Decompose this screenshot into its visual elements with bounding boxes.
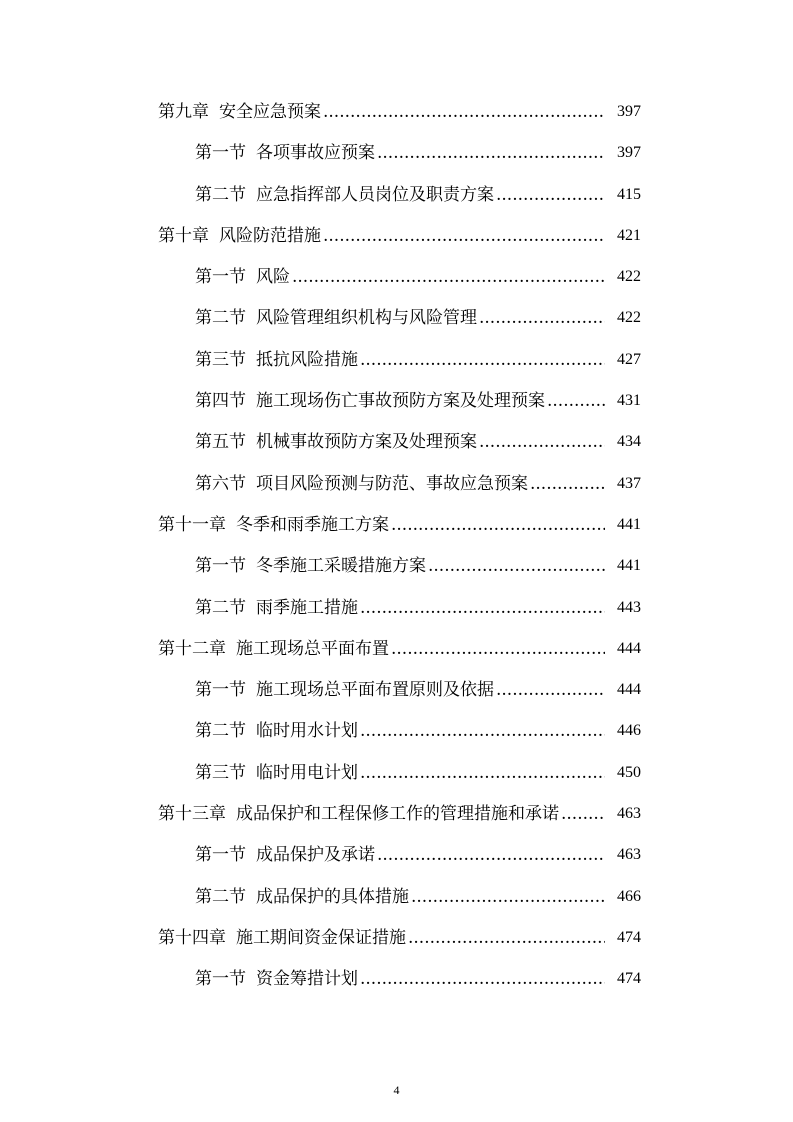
toc-section-entry[interactable] xyxy=(0,588,793,629)
toc-entry-number: 第一节 xyxy=(195,267,246,288)
toc-entry-title: 项目风险预测与防范、事故应急预案 xyxy=(256,473,528,494)
toc-section-entry[interactable] xyxy=(0,877,793,918)
toc-entry-label xyxy=(195,266,641,288)
toc-entry-label xyxy=(195,307,641,329)
toc-entry-title: 安全应急预案 xyxy=(219,102,321,122)
toc-entry-label xyxy=(158,927,641,949)
toc-entry-number: 第三节 xyxy=(195,762,246,783)
toc-entry-page: 466 xyxy=(617,887,641,905)
toc-entry-page: 427 xyxy=(617,350,641,368)
toc-entry-label xyxy=(195,390,641,412)
toc-section-entry[interactable] xyxy=(0,546,793,587)
toc-entry-label xyxy=(195,968,641,990)
toc-entry-number: 第十四章 xyxy=(158,927,226,948)
toc-entry-label xyxy=(158,101,641,123)
toc-section-entry[interactable] xyxy=(0,340,793,381)
toc-leader-dots xyxy=(479,431,605,453)
toc-leader-dots xyxy=(360,762,605,784)
toc-entry-title: 冬季施工采暖措施方案 xyxy=(256,556,426,577)
toc-entry-title: 风险管理组织机构与风险管理 xyxy=(256,308,477,329)
toc-chapter-entry[interactable] xyxy=(0,629,793,670)
toc-leader-dots xyxy=(292,266,605,288)
toc-entry-label xyxy=(158,638,641,660)
toc-entry-page: 422 xyxy=(617,309,641,327)
toc-entry-label xyxy=(195,762,641,784)
toc-leader-dots xyxy=(496,184,605,206)
toc-entry-page: 463 xyxy=(617,805,641,823)
toc-entry-number: 第六节 xyxy=(195,473,246,494)
toc-entry-label xyxy=(158,803,641,825)
toc-entry-page: 397 xyxy=(617,103,641,120)
toc-entry-number: 第一节 xyxy=(195,969,246,990)
toc-entry-label xyxy=(195,886,641,908)
toc-entry-page: 474 xyxy=(617,928,641,946)
toc-entry-label xyxy=(195,555,641,577)
toc-leader-dots xyxy=(496,679,605,701)
toc-leader-dots xyxy=(391,514,605,536)
toc-leader-dots xyxy=(561,803,605,825)
toc-entry-title: 机械事故预防方案及处理预案 xyxy=(256,432,477,453)
toc-section-entry[interactable] xyxy=(0,753,793,794)
toc-entry-number: 第一节 xyxy=(195,845,246,866)
toc-entry-label xyxy=(195,142,641,164)
toc-entry-number: 第五节 xyxy=(195,432,246,453)
toc-entry-page: 441 xyxy=(617,515,641,533)
toc-entry-title: 成品保护和工程保修工作的管理措施和承诺 xyxy=(236,804,559,825)
toc-entry-title: 风险防范措施 xyxy=(219,225,321,246)
toc-leader-dots xyxy=(360,968,605,990)
toc-entry-title: 风险 xyxy=(256,267,290,288)
toc-entry-number: 第二节 xyxy=(195,886,246,907)
toc-section-entry[interactable] xyxy=(0,835,793,876)
toc-entry-number: 第一节 xyxy=(195,680,246,701)
toc-section-entry[interactable] xyxy=(0,711,793,752)
toc-entry-title: 雨季施工措施 xyxy=(256,597,358,618)
toc-section-entry[interactable] xyxy=(0,670,793,711)
toc-entry-title: 施工现场总平面布置原则及依据 xyxy=(256,680,494,701)
toc-section-entry[interactable] xyxy=(0,133,793,174)
toc-entry-page: 444 xyxy=(617,639,641,657)
toc-chapter-entry[interactable] xyxy=(0,92,793,133)
table-of-contents xyxy=(0,92,793,1001)
toc-entry-page: 444 xyxy=(617,681,641,699)
toc-chapter-entry[interactable] xyxy=(0,505,793,546)
toc-leader-dots xyxy=(360,597,605,619)
toc-entry-label xyxy=(195,597,641,619)
toc-entry-page: 421 xyxy=(617,226,641,244)
toc-entry-title: 施工期间资金保证措施 xyxy=(236,927,406,948)
toc-entry-page: 441 xyxy=(617,557,641,575)
toc-entry-page: 422 xyxy=(617,268,641,286)
toc-chapter-entry[interactable] xyxy=(0,216,793,257)
toc-entry-number: 第二节 xyxy=(195,597,246,618)
toc-entry-number: 第十三章 xyxy=(158,804,226,825)
toc-entry-page: 443 xyxy=(617,598,641,616)
toc-entry-number: 第四节 xyxy=(195,391,246,412)
toc-section-entry[interactable] xyxy=(0,257,793,298)
toc-section-entry[interactable] xyxy=(0,959,793,1000)
toc-leader-dots xyxy=(411,886,605,908)
toc-entry-title: 资金筹措计划 xyxy=(256,969,358,990)
toc-entry-number: 第二节 xyxy=(195,721,246,742)
toc-entry-page: 446 xyxy=(617,722,641,740)
toc-entry-page: 437 xyxy=(617,474,641,492)
toc-entry-number: 第九章 xyxy=(158,102,209,122)
toc-leader-dots xyxy=(377,844,605,866)
toc-leader-dots xyxy=(391,638,605,660)
toc-entry-label xyxy=(195,720,641,742)
toc-entry-number: 第三节 xyxy=(195,349,246,370)
toc-section-entry[interactable] xyxy=(0,422,793,463)
toc-section-entry[interactable] xyxy=(0,381,793,422)
toc-entry-number: 第十一章 xyxy=(158,514,226,535)
toc-entry-label xyxy=(195,431,641,453)
toc-chapter-entry[interactable] xyxy=(0,794,793,835)
toc-leader-dots xyxy=(428,555,605,577)
toc-entry-number: 第十章 xyxy=(158,225,209,246)
toc-section-entry[interactable] xyxy=(0,298,793,339)
toc-leader-dots xyxy=(360,349,605,371)
toc-entry-page: 434 xyxy=(617,433,641,451)
toc-entry-title: 成品保护的具体措施 xyxy=(256,886,409,907)
toc-section-entry[interactable] xyxy=(0,464,793,505)
toc-entry-label xyxy=(195,349,641,371)
toc-entry-label xyxy=(195,844,641,866)
toc-entry-title: 临时用电计划 xyxy=(256,762,358,783)
toc-entry-title: 施工现场总平面布置 xyxy=(236,638,389,659)
toc-entry-title: 冬季和雨季施工方案 xyxy=(236,514,389,535)
toc-entry-label xyxy=(195,679,641,701)
toc-entry-label xyxy=(195,184,641,206)
toc-entry-page: 397 xyxy=(617,144,641,162)
toc-entry-page: 450 xyxy=(617,763,641,781)
toc-entry-title: 临时用水计划 xyxy=(256,721,358,742)
toc-entry-number: 第一节 xyxy=(195,556,246,577)
toc-entry-label xyxy=(158,514,641,536)
toc-entry-label xyxy=(158,225,641,247)
toc-entry-page: 463 xyxy=(617,846,641,864)
toc-leader-dots xyxy=(360,720,605,742)
toc-leader-dots xyxy=(530,473,605,495)
toc-section-entry[interactable] xyxy=(0,175,793,216)
toc-chapter-entry[interactable] xyxy=(0,918,793,959)
toc-entry-label xyxy=(195,473,641,495)
page-number: 4 xyxy=(393,1083,400,1097)
toc-entry-title: 抵抗风险措施 xyxy=(256,349,358,370)
toc-entry-title: 施工现场伤亡事故预防方案及处理预案 xyxy=(256,391,545,412)
toc-entry-page: 431 xyxy=(617,392,641,410)
toc-entry-title: 成品保护及承诺 xyxy=(256,845,375,866)
toc-entry-title: 各项事故应预案 xyxy=(256,143,375,164)
toc-leader-dots xyxy=(323,225,605,247)
toc-entry-title: 应急指挥部人员岗位及职责方案 xyxy=(256,184,494,205)
toc-leader-dots xyxy=(408,927,605,949)
toc-entry-number: 第一节 xyxy=(195,143,246,164)
toc-entry-number: 第二节 xyxy=(195,184,246,205)
toc-leader-dots xyxy=(547,390,605,412)
toc-leader-dots xyxy=(377,142,605,164)
toc-entry-number: 第二节 xyxy=(195,308,246,329)
toc-leader-dots xyxy=(323,101,605,123)
toc-entry-number: 第十二章 xyxy=(158,638,226,659)
toc-entry-page: 474 xyxy=(617,970,641,988)
toc-entry-page: 415 xyxy=(617,185,641,203)
toc-leader-dots xyxy=(479,307,605,329)
